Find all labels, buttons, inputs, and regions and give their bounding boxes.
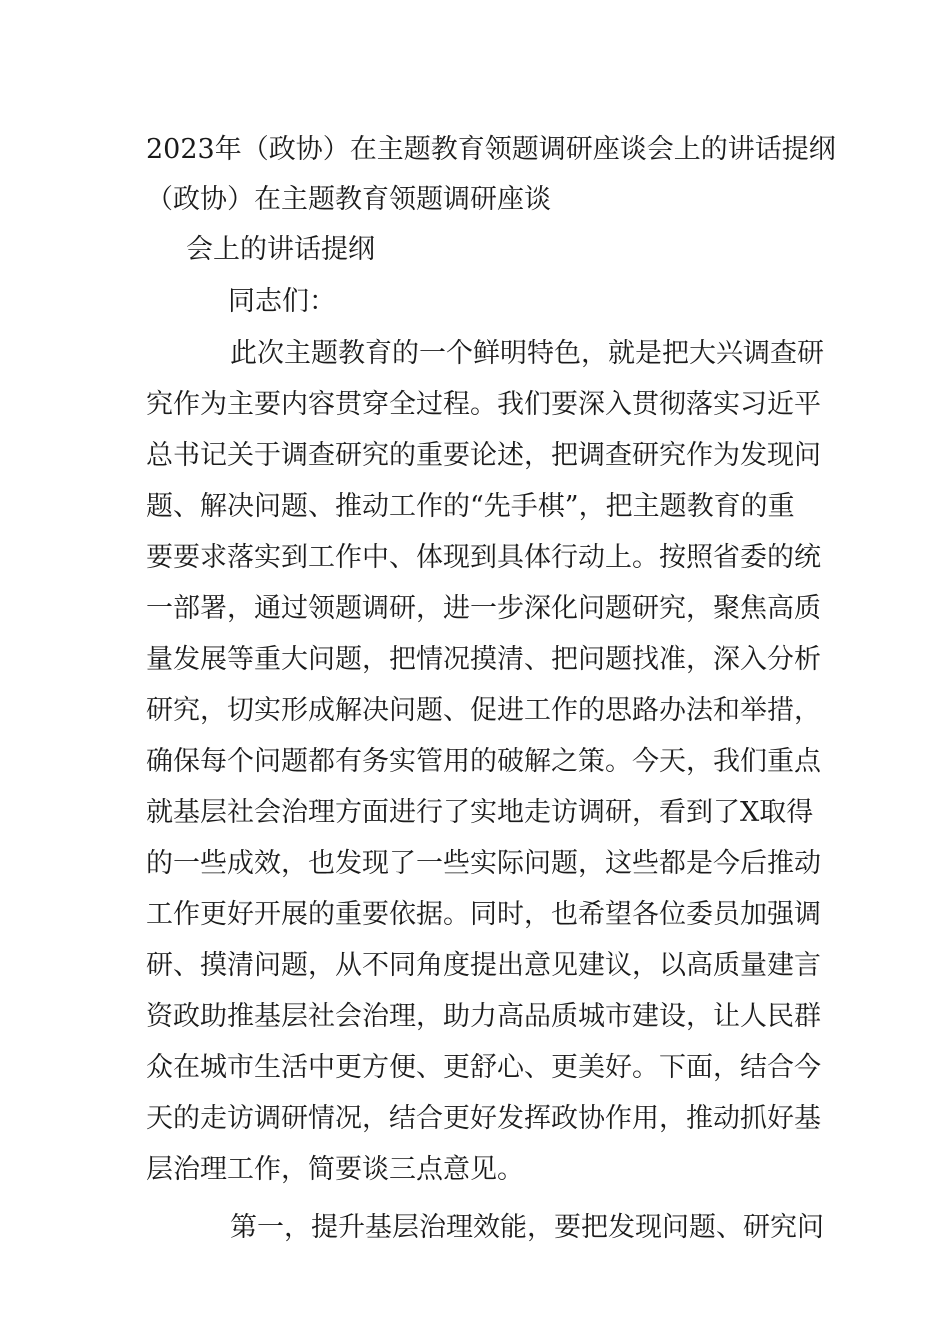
paragraph-line: 第一，提升基层治理效能，要把发现问题、研究问	[230, 1212, 824, 1243]
paragraph-line: 量发展等重大问题，把情况摸清、把问题找准，深入分析	[146, 644, 821, 675]
paragraph-line: 天的走访调研情况，结合更好发挥政协作用，推动抓好基	[146, 1103, 821, 1134]
paragraph-line: 总书记关于调查研究的重要论述，把调查研究作为发现问	[146, 440, 821, 471]
paragraph-line: 题、解决问题、推动工作的“先手棋”，把主题教育的重	[146, 491, 795, 522]
paragraph-line: 此次主题教育的一个鲜明特色，就是把大兴调查研	[230, 338, 824, 369]
paragraph-line: 确保每个问题都有务实管用的破解之策。今天，我们重点	[146, 746, 821, 777]
title-line-1: 2023年（政协）在主题教育领题调研座谈会上的讲话提纲	[146, 134, 836, 165]
paragraph-line: 资政助推基层社会治理，助力高品质城市建设，让人民群	[146, 1001, 821, 1032]
paragraph-line: 研究，切实形成解决问题、促进工作的思路办法和举措，	[146, 695, 821, 726]
paragraph-line: 就基层社会治理方面进行了实地走访调研，看到了X取得	[146, 797, 814, 828]
paragraph-line: 的一些成效，也发现了一些实际问题，这些都是今后推动	[146, 848, 821, 879]
paragraph-line: 众在城市生活中更方便、更舒心、更美好。下面，结合今	[146, 1052, 821, 1083]
paragraph-line: 研、摸清问题，从不同角度提出意见建议，以高质量建言	[146, 950, 821, 981]
paragraph-line: 要要求落实到工作中、体现到具体行动上。按照省委的统	[146, 542, 821, 573]
title-line-2: （政协）在主题教育领题调研座谈	[146, 184, 551, 215]
paragraph-line: 层治理工作，简要谈三点意见。	[146, 1154, 524, 1185]
paragraph-line: 一部署，通过领题调研，进一步深化问题研究，聚焦高质	[146, 593, 821, 624]
paragraph-line: 工作更好开展的重要依据。同时，也希望各位委员加强调	[146, 899, 821, 930]
title-line-3: 会上的讲话提纲	[186, 234, 375, 265]
salutation: 同志们：	[228, 286, 336, 317]
paragraph-line: 究作为主要内容贯穿全过程。我们要深入贯彻落实习近平	[146, 389, 821, 420]
